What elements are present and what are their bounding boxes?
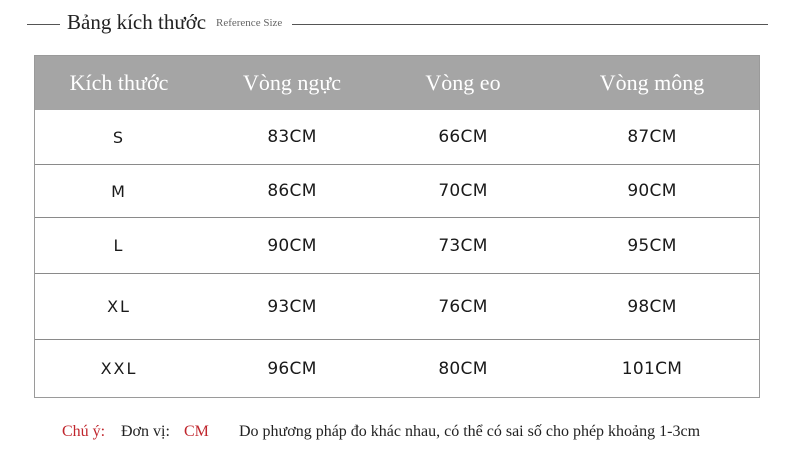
size-chart-title: Bảng kích thước xyxy=(67,10,207,34)
header-bust: Vòng ngực xyxy=(242,70,342,95)
hip-cell: 98CM xyxy=(627,296,677,317)
table-header-row xyxy=(35,56,759,110)
note-unit-value: CM xyxy=(184,423,209,440)
bust-cell: 90CM xyxy=(267,235,317,256)
bust-cell: 93CM xyxy=(267,296,317,317)
note-label: Chú ý: xyxy=(62,423,106,440)
waist-cell: 80CM xyxy=(438,358,488,379)
size-cell: M xyxy=(111,181,127,201)
hip-cell: 90CM xyxy=(627,181,677,201)
table-row xyxy=(35,274,759,340)
size-chart-subtitle: Reference Size xyxy=(216,17,283,29)
hip-cell: 87CM xyxy=(627,127,677,147)
waist-cell: 76CM xyxy=(438,296,488,317)
note-text: Do phương pháp đo khác nhau, có thể có sai số cho phép khoảng 1-3cm xyxy=(239,423,701,440)
size-cell: L xyxy=(113,236,125,255)
waist-cell: 70CM xyxy=(438,181,488,201)
note-unit-label: Đơn vị: xyxy=(121,423,170,440)
waist-cell: 66CM xyxy=(438,127,488,147)
size-cell: S xyxy=(112,127,126,147)
header-hip: Vòng mông xyxy=(599,70,705,95)
size-cell: XXL xyxy=(100,359,138,378)
bust-cell: 86CM xyxy=(267,181,317,201)
table-row xyxy=(35,340,759,397)
header-size: Kích thước xyxy=(69,70,169,95)
hip-cell: 95CM xyxy=(627,235,677,256)
table-row xyxy=(35,218,759,274)
size-chart-title-bar xyxy=(0,0,790,50)
waist-cell: 73CM xyxy=(438,235,488,256)
header-waist: Vòng eo xyxy=(425,70,501,95)
bust-cell: 83CM xyxy=(267,127,317,147)
bust-cell: 96CM xyxy=(267,358,317,379)
title-rule-right xyxy=(292,24,768,25)
table-row xyxy=(35,165,759,218)
hip-cell: 101CM xyxy=(621,358,683,379)
title-rule-left xyxy=(27,24,60,25)
table-row xyxy=(35,110,759,165)
size-cell: XL xyxy=(107,297,131,316)
size-table xyxy=(34,55,760,398)
